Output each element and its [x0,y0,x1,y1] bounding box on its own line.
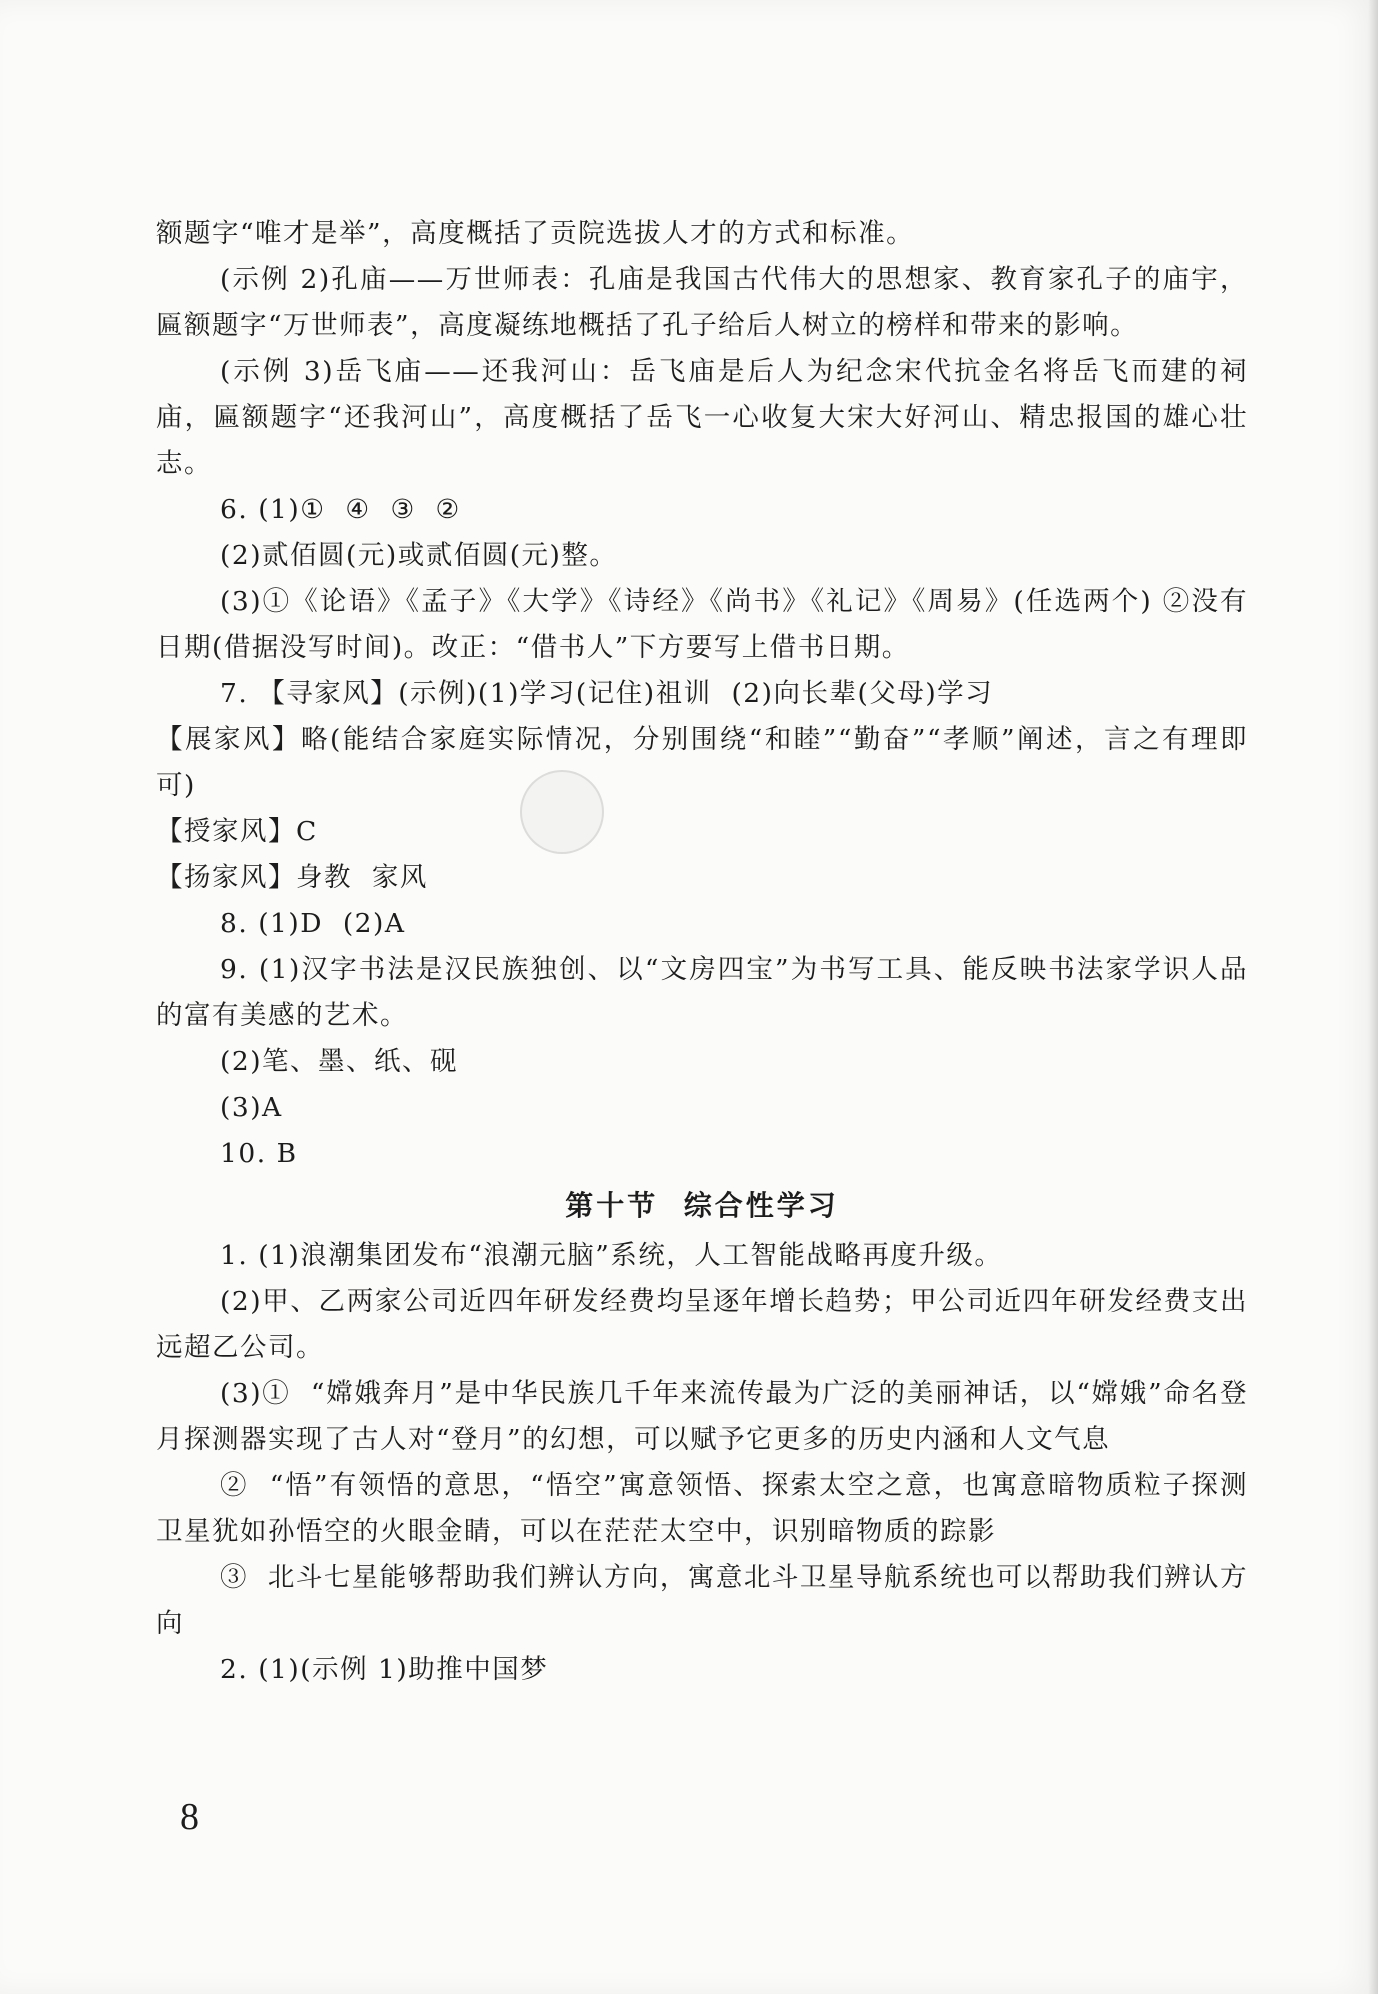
paragraph-example-2: (示例 2)孔庙——万世师表：孔庙是我国古代伟大的思想家、教育家孔子的庙宇，匾额题字“万世师表”，高度凝练地概括了孔子给后人树立的榜样和带来的影响。 [156,264,1248,341]
answer-7-find: 7. 【寻家风】(示例)(1)学习(记住)祖训 (2)向长辈(父母)学习 [220,678,994,709]
answer-7-show: 【展家风】略(能结合家庭实际情况，分别围绕“和睦”“勤奋”“孝顺”阐述，言之有理即可) [156,724,1248,801]
answer-9-1: 9. (1)汉字书法是汉民族独创、以“文房四宝”为书写工具、能反映书法家学识人品的富有美感的艺术。 [156,954,1248,1031]
answer-s10-1-2: (2)甲、乙两家公司近四年研发经费均呈逐年增长趋势；甲公司近四年研发经费支出远超乙公司。 [156,1286,1248,1363]
answer-6-2: (2)贰佰圆(元)或贰佰圆(元)整。 [220,540,618,571]
page-number: 8 [180,1796,199,1838]
paragraph-1: 额题字“唯才是举”，高度概括了贡院选拔人才的方式和标准。 [156,218,915,249]
answer-6-1: 6. (1)① ④ ③ ② [220,494,461,525]
answer-9-3: (3)A [220,1092,283,1123]
answer-s10-2-1: 2. (1)(示例 1)助推中国梦 [220,1654,549,1685]
answer-8: 8. (1)D (2)A [220,908,406,939]
answer-s10-1-3-a: (3)① “嫦娥奔月”是中华民族几千年来流传最为广泛的美丽神话，以“嫦娥”命名登月探测器实现了古人对“登月”的幻想，可以赋予它更多的历史内涵和人文气息 [156,1378,1248,1455]
page-edge-shadow [1368,0,1378,1994]
answer-10: 10. B [220,1138,298,1169]
section-title: 第十节 综合性学习 [565,1189,839,1222]
page-content [156,211,1248,1693]
answer-s10-1-3-c: ③ 北斗七星能够帮助我们辨认方向，寓意北斗卫星导航系统也可以帮助我们辨认方向 [156,1562,1248,1639]
answer-s10-1-3-b: ② “悟”有领悟的意思，“悟空”寓意领悟、探索太空之意，也寓意暗物质粒子探测卫星犹如孙悟空的火眼金睛，可以在茫茫太空中，识别暗物质的踪影 [156,1470,1248,1547]
paragraph-example-3: (示例 3)岳飞庙——还我河山：岳飞庙是后人为纪念宋代抗金名将岳飞而建的祠庙，匾额题字“还我河山”，高度概括了岳飞一心收复大宋大好河山、精忠报国的雄心壮志。 [156,356,1248,479]
answer-s10-1-1: 1. (1)浪潮集团发布“浪潮元脑”系统，人工智能战略再度升级。 [220,1240,1003,1271]
answer-6-3: (3)①《论语》《孟子》《大学》《诗经》《尚书》《礼记》《周易》(任选两个) ②没有日期(借据没写时间)。改正：“借书人”下方要写上借书日期。 [156,586,1248,663]
answer-7-spread: 【扬家风】身教 家风 [156,862,428,893]
answer-9-2: (2)笔、墨、纸、砚 [220,1046,459,1077]
answer-7-teach: 【授家风】C [156,816,318,847]
